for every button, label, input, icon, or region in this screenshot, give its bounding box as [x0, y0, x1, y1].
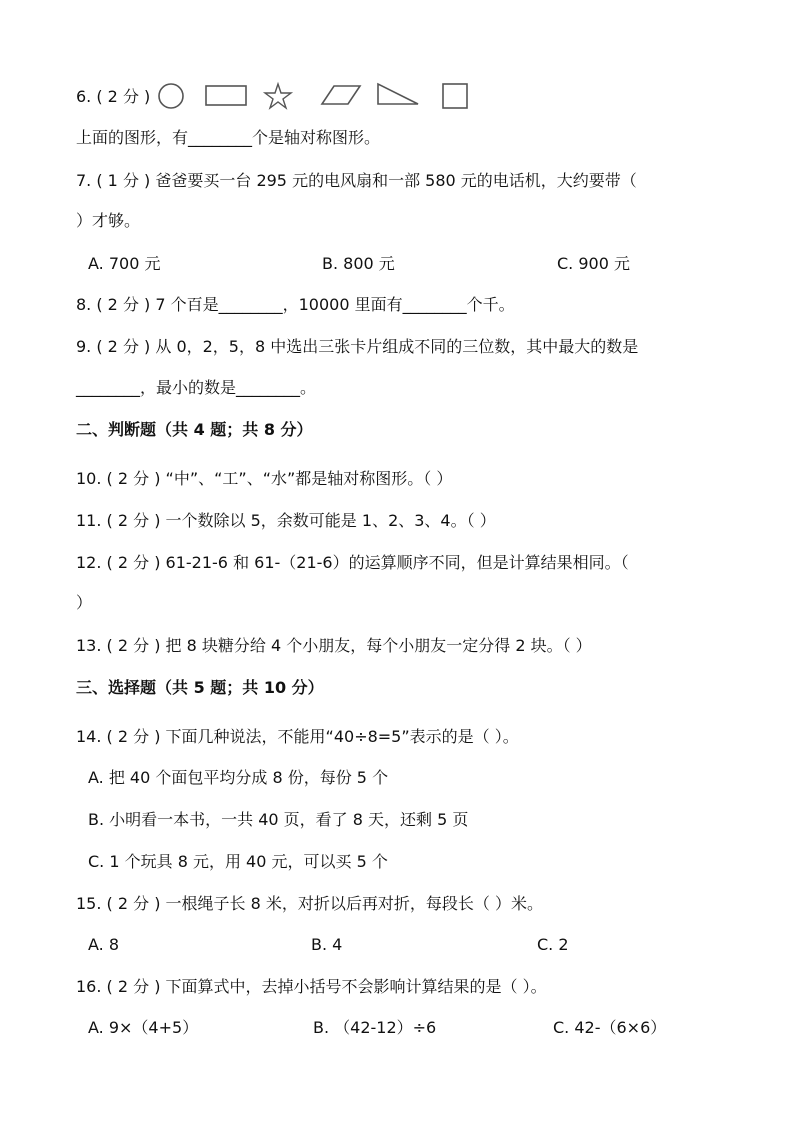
q15-option-a[interactable]: A. 8: [88, 935, 120, 954]
q10-text: 10. ( 2 分 ) “中”、“工”、“水”都是轴对称图形。（ ）: [76, 469, 453, 488]
q16-option-a[interactable]: A. 9×（4+5）: [88, 1018, 199, 1037]
q7-line1: 7. ( 1 分 ) 爸爸要买一台 295 元的电风扇和一部 580 元的电话机，大约要带（: [76, 171, 637, 190]
q15-option-c[interactable]: C. 2: [537, 935, 569, 954]
right-triangle-icon: [378, 84, 418, 104]
q7-option-c[interactable]: C. 900 元: [557, 254, 630, 273]
q12-line1: 12. ( 2 分 ) 61-21-6 和 61-（21-6）的运算顺序不同，但是计算结果相同。（: [76, 553, 629, 572]
star-icon: [265, 84, 291, 108]
section-2-title: 二、判断题（共 4 题；共 8 分）: [76, 420, 313, 439]
q16-option-c[interactable]: C. 42-（6×6）: [553, 1018, 667, 1037]
q15-option-b[interactable]: B. 4: [311, 935, 343, 954]
parallelogram-icon: [322, 86, 360, 104]
q7-option-b[interactable]: B. 800 元: [322, 254, 395, 273]
q14-option-b[interactable]: B. 小明看一本书，一共 40 页，看了 8 天，还剩 5 页: [88, 810, 469, 829]
q6-prefix: 6. ( 2 分 ): [76, 87, 151, 106]
q13-text: 13. ( 2 分 ) 把 8 块糖分给 4 个小朋友，每个小朋友一定分得 2 块。（ ）: [76, 636, 592, 655]
q6-text: 上面的图形，有________个是轴对称图形。: [76, 128, 381, 147]
q16-text: 16. ( 2 分 ) 下面算式中，去掉小括号不会影响计算结果的是（ ）。: [76, 977, 547, 996]
q9-line1: 9. ( 2 分 ) 从 0，2，5，8 中选出三张卡片组成不同的三位数，其中最大的数是: [76, 337, 639, 356]
q7-option-a[interactable]: A. 700 元: [88, 254, 161, 273]
q14-option-c[interactable]: C. 1 个玩具 8 元，用 40 元，可以买 5 个: [88, 852, 388, 871]
q16-option-b[interactable]: B. （42-12）÷6: [313, 1018, 437, 1037]
section-3-title: 三、选择题（共 5 题；共 10 分）: [76, 678, 324, 697]
q11-text: 11. ( 2 分 ) 一个数除以 5，余数可能是 1、2、3、4。（ ）: [76, 511, 496, 530]
q7-line2: ）才够。: [76, 211, 141, 230]
q15-text: 15. ( 2 分 ) 一根绳子长 8 米，对折以后再对折，每段长（ ）米。: [76, 894, 543, 913]
q12-line2: ）: [76, 593, 93, 612]
q14-text: 14. ( 2 分 ) 下面几种说法，不能用“40÷8=5”表示的是（ ）。: [76, 727, 519, 746]
square-icon: [443, 84, 467, 108]
q8-text: 8. ( 2 分 ) 7 个百是________，10000 里面有________个千。: [76, 295, 515, 314]
rectangle-icon: [206, 86, 246, 105]
q9-line2: ________，最小的数是________。: [76, 378, 317, 397]
q14-option-a[interactable]: A. 把 40 个面包平均分成 8 份，每份 5 个: [88, 768, 389, 787]
circle-icon: [159, 84, 183, 108]
q6-shapes: [156, 80, 476, 114]
